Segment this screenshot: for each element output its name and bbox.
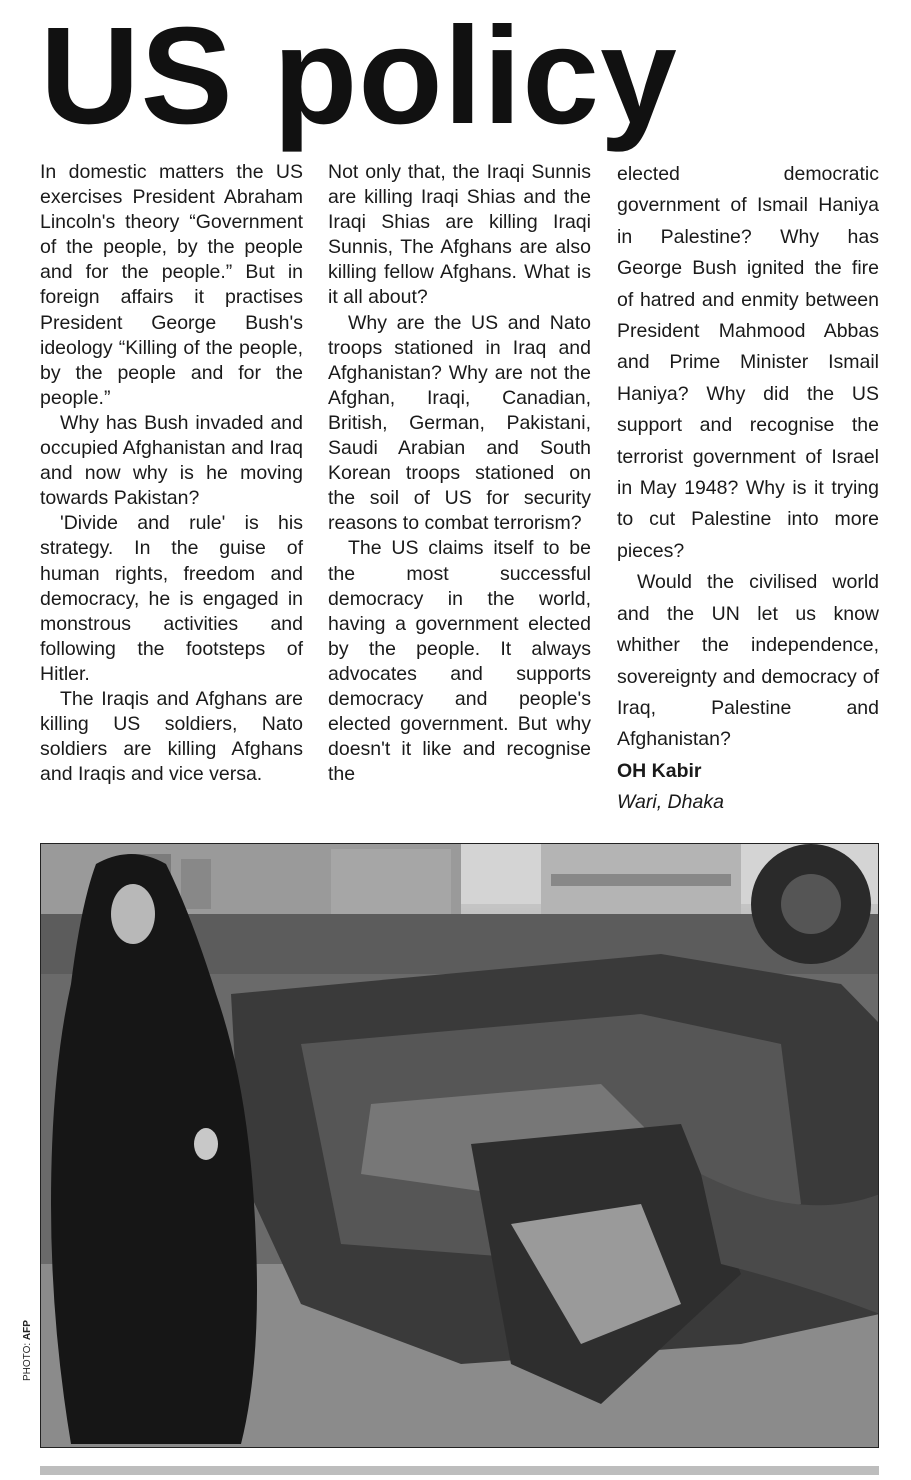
headline: US policy [40,0,678,153]
photo-credit-source: AFP [22,1320,33,1341]
paragraph: In domestic matters the US exercises President Abraham Lincoln's theory “Government of the people, by the people and for the people.” But in foreign affairs it practises President George Bush's ideology “Killing of the people, by the people and for the people.” [40,161,303,409]
article-column-2 [328,160,591,787]
photo-credit-prefix: PHOTO: [22,1342,33,1381]
author-name: OH Kabir [617,759,702,782]
author-location: Wari, Dhaka [617,791,724,814]
paragraph: 'Divide and rule' is his strategy. In the guise of human rights, freedom and democracy, he is engaged in monstrous activities and following the footsteps of Hitler. [40,512,303,685]
paragraph: Not only that, the Iraqi Sunnis are killing Iraqi Shias and the Iraqi Shias are killing Iraqi Sunnis, The Afghans are also killing fellow Afghans. What is it all about? [328,161,591,309]
paragraph: Why are the US and Nato troops stationed in Iraq and Afghanistan? Why are not the Afghan, Iraqi, Canadian, British, German, Pakistani, Saudi Arabian and South Korean troops stationed on the soil of US for security reasons to combat terrorism? [328,311,591,535]
paragraph: elected democratic government of Ismail Haniya in Palestine? Why has George Bush ignited the fire of hatred and enmity between President Mahmood Abbas and Prime Minister Ismail Haniya? Why did the US support and recognise the terrorist government of Israel in May 1948? Why is it trying to cut Palestine into more pieces? [617,163,879,562]
article-column-3 [617,159,879,819]
article-column-1 [40,160,303,787]
paragraph: Why has Bush invaded and occupied Afghanistan and Iraq and now why is he moving towards Pakistan? [40,411,303,510]
paragraph: Would the civilised world and the UN let us know whither the independence, sovereignty and democracy of Iraq, Palestine and Afghanistan? [617,571,879,751]
bottom-rule [40,1466,879,1475]
paragraph: The US claims itself to be the most successful democracy in the world, having a government elected by the people. It always advocates and supports democracy and people's elected government. But why doesn't it like and recognise the [328,537,591,786]
news-photo [40,843,879,1448]
paragraph: The Iraqis and Afghans are killing US soldiers, Nato soldiers are killing Afghans and Iraqis and vice versa. [40,687,303,786]
photo-illustration [41,844,879,1448]
photo-credit [22,1311,33,1381]
